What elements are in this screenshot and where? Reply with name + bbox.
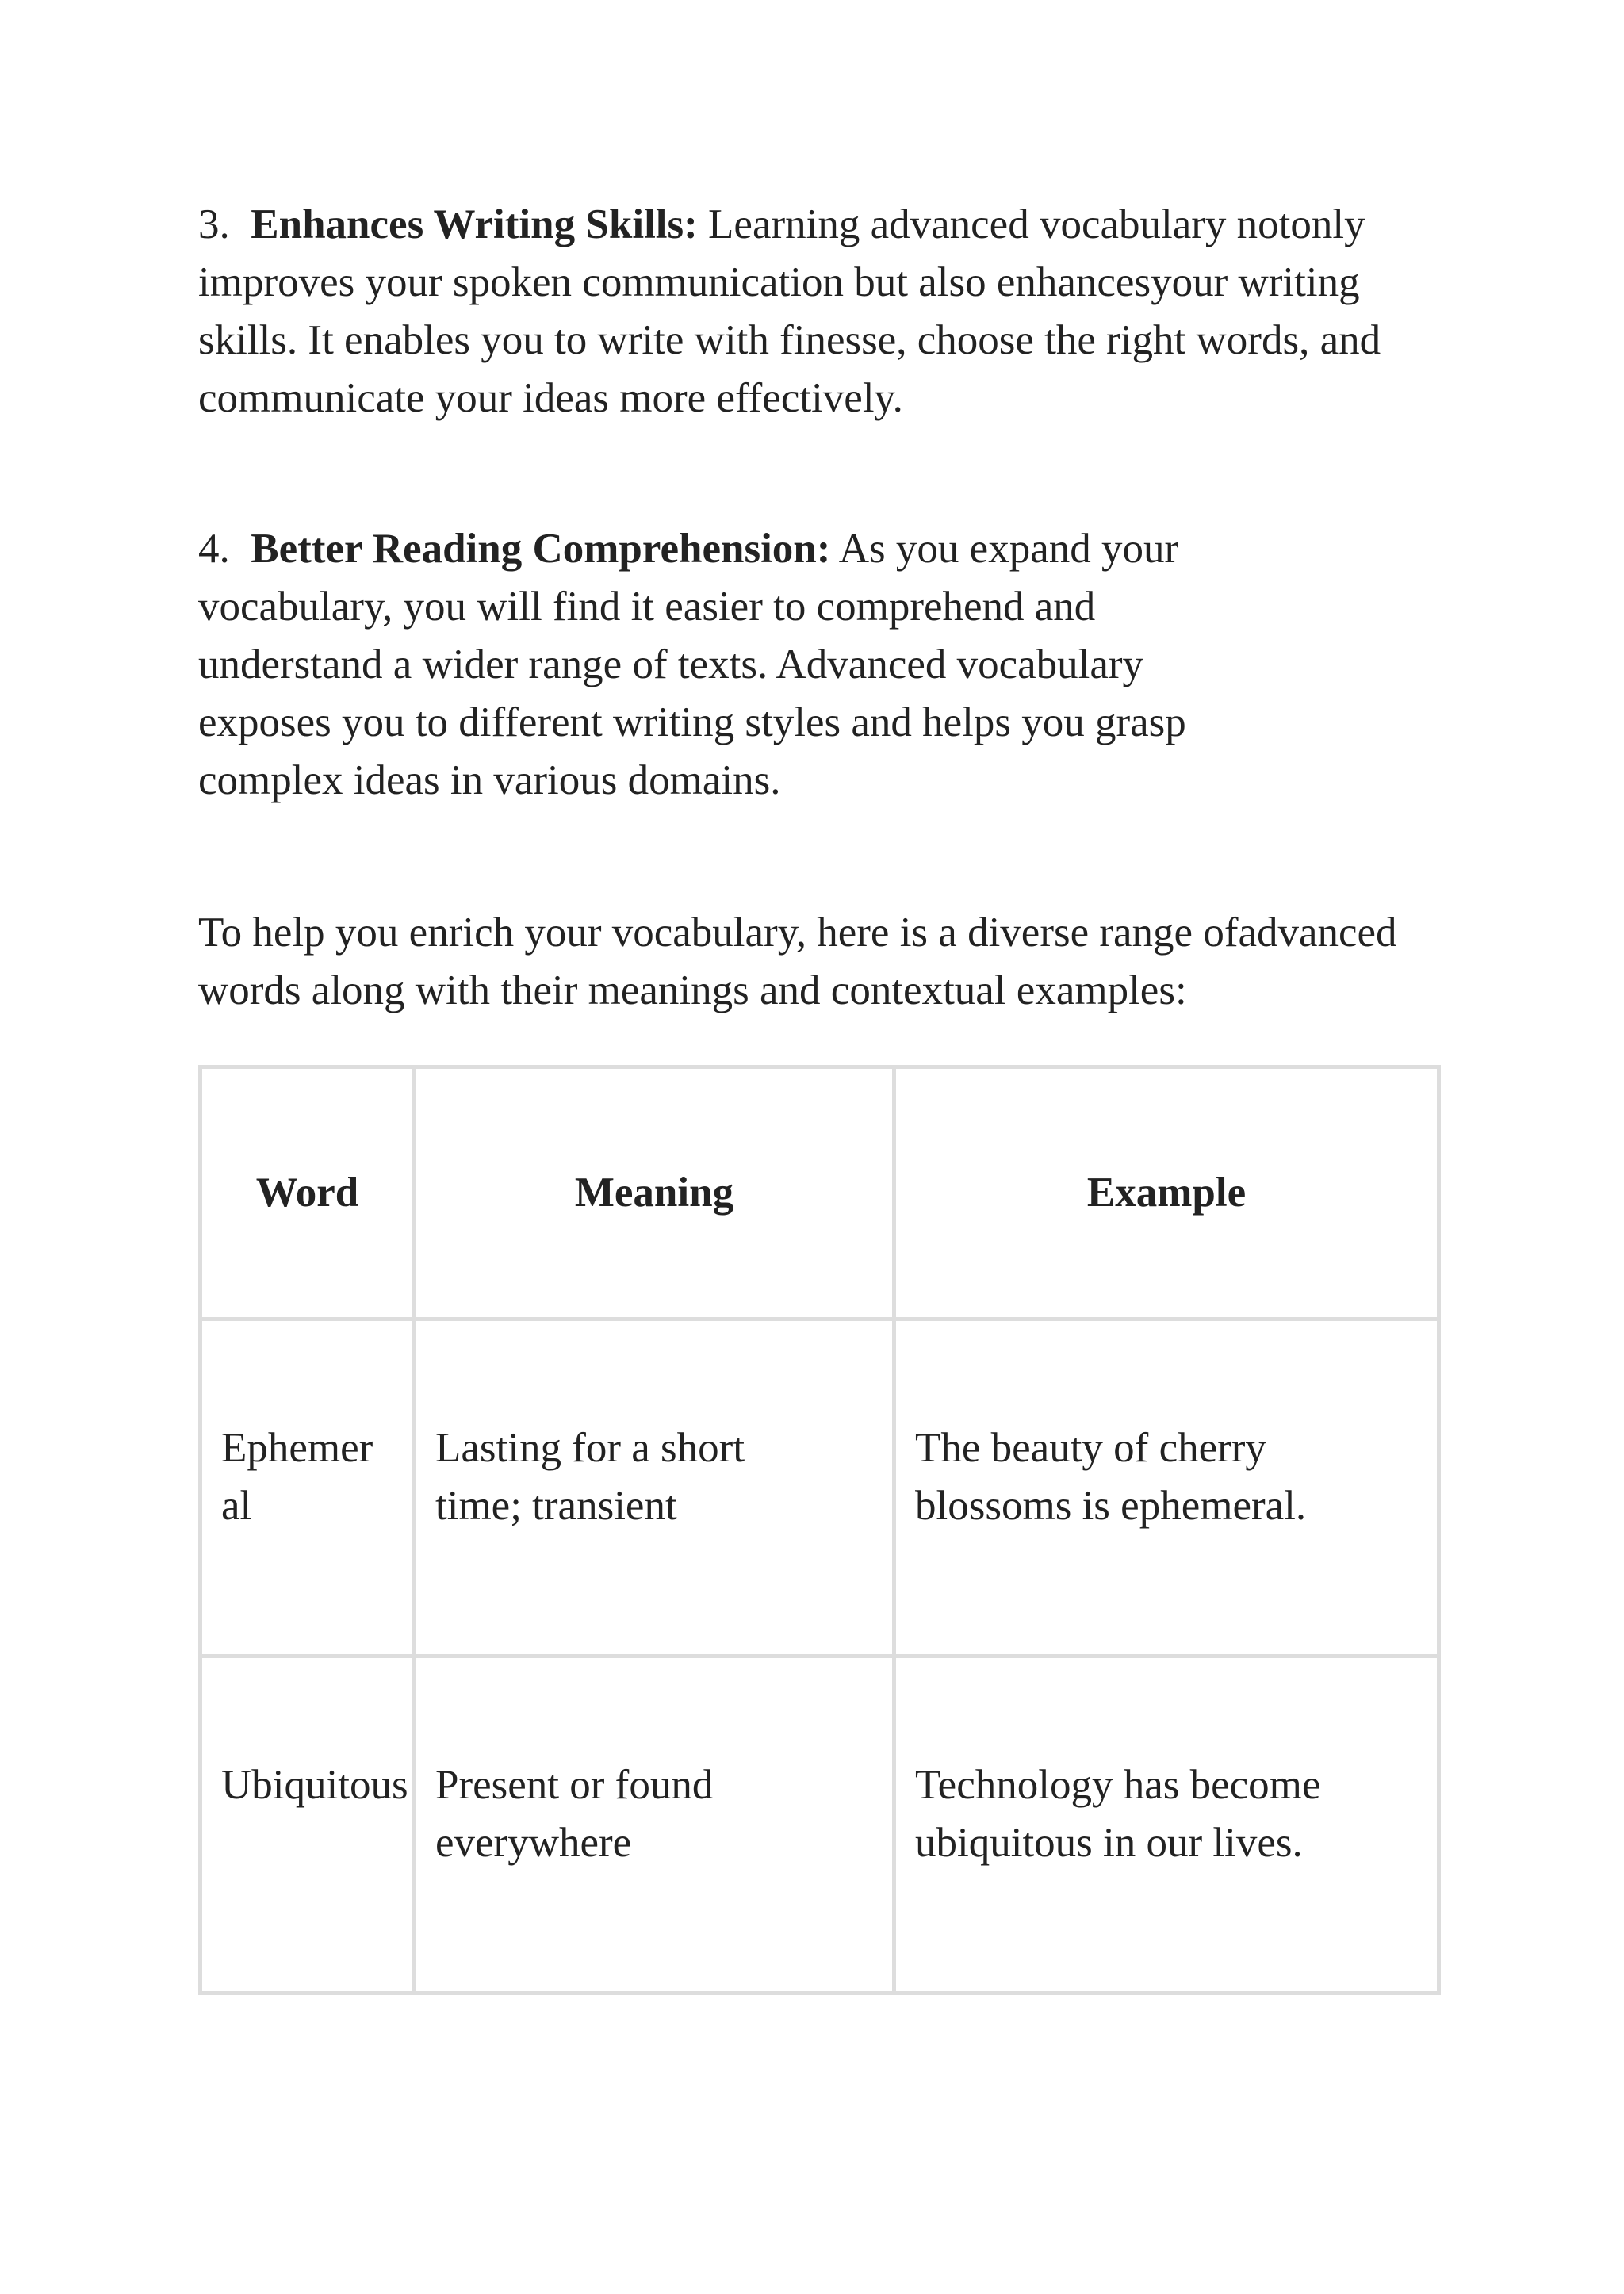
word-cell <box>201 1656 415 1993</box>
word-cell <box>201 1319 415 1656</box>
cell-text: Lasting for a short <box>435 1425 745 1471</box>
cell-text: everywhere <box>435 1820 632 1866</box>
text-line: exposes you to different writing styles and helps you grasp <box>198 699 1186 745</box>
example-cell <box>894 1656 1439 1993</box>
cell-text: ubiquitous in our lives. <box>915 1820 1303 1866</box>
table-row <box>201 1656 1439 1993</box>
list-item-first-line <box>198 196 1467 254</box>
cell-text: Ubiquitous <box>221 1762 408 1808</box>
cell-text: Ephemer <box>221 1425 373 1471</box>
cell-text: The beauty of cherry <box>915 1425 1266 1471</box>
list-number: 3. <box>198 201 230 247</box>
text-line: vocabulary, you will find it easier to comprehend and <box>198 584 1096 630</box>
text-line: improves your spoken communication but also enhancesyour writing <box>198 259 1360 305</box>
text-line: To help you enrich your vocabulary, here is a diverse range ofadvanced <box>198 910 1397 956</box>
text-line: Learning advanced vocabulary notonly <box>708 201 1365 247</box>
vocabulary-table <box>198 1065 1441 1995</box>
text-line: As you expand your <box>838 526 1179 572</box>
text-line: communicate your ideas more effectively. <box>198 375 903 421</box>
table-header-row <box>201 1067 1439 1319</box>
intro-paragraph <box>198 904 1467 1020</box>
text-line: words along with their meanings and contextual examples: <box>198 967 1187 1013</box>
text-line: understand a wider range of texts. Advanced vocabulary <box>198 641 1144 687</box>
column-header-word: Word <box>201 1067 415 1319</box>
meaning-cell <box>415 1319 894 1656</box>
example-cell <box>894 1319 1439 1656</box>
list-item-heading: Better Reading Comprehension: <box>251 526 831 572</box>
list-item-better-reading-comprehension <box>198 520 1467 810</box>
table-row <box>201 1319 1439 1656</box>
column-header-example: Example <box>894 1067 1439 1319</box>
cell-text <box>221 1814 393 1872</box>
cell-text: Technology has become <box>915 1762 1321 1808</box>
list-number: 4. <box>198 526 230 572</box>
cell-text: blossoms is ephemeral. <box>915 1483 1307 1529</box>
text-line: skills. It enables you to write with finesse, choose the right words, and <box>198 317 1381 363</box>
cell-text: al <box>221 1483 252 1529</box>
list-item-enhances-writing-skills <box>198 196 1467 427</box>
meaning-cell <box>415 1656 894 1993</box>
cell-text: Present or found <box>435 1762 714 1808</box>
list-item-first-line <box>198 520 1467 578</box>
column-header-meaning: Meaning <box>415 1067 894 1319</box>
list-item-heading: Enhances Writing Skills: <box>251 201 698 247</box>
text-line: complex ideas in various domains. <box>198 757 781 803</box>
cell-text: time; transient <box>435 1483 677 1529</box>
